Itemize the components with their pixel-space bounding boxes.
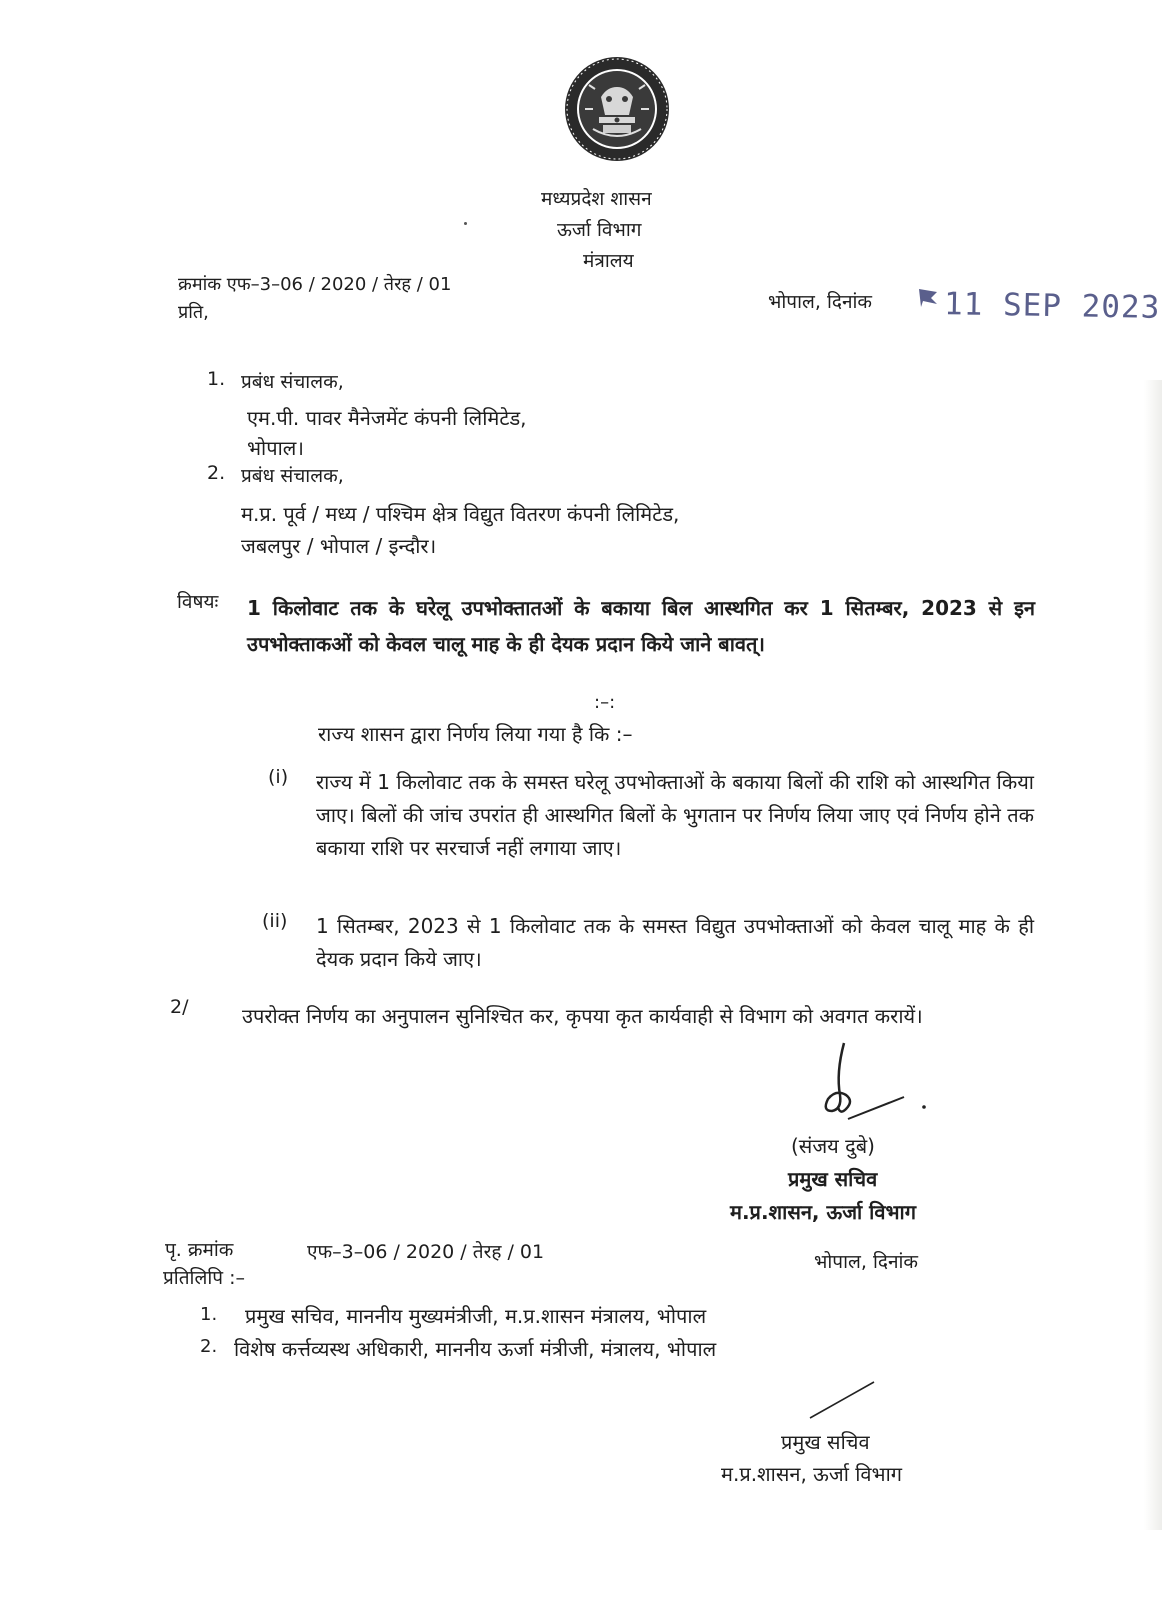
compliance-paragraph: उपरोक्त निर्णय का अनुपालन सुनिश्चित कर, कृपया कृत कार्यवाही से विभाग को अवगत करायें। [242, 1004, 923, 1028]
subject-label: विषयः [177, 591, 219, 613]
copy-department: म.प्र.शासन, ऊर्जा विभाग [721, 1462, 903, 1486]
point-marker: (ii) [262, 910, 288, 932]
copy-ref-label: पृ. क्रमांक [165, 1239, 234, 1261]
copy-item-number: 1. [200, 1304, 218, 1325]
copy-item-number: 2. [200, 1336, 218, 1357]
recipient-organization: म.प्र. पूर्व / मध्य / पश्चिम क्षेत्र विद्युत वितरण कंपनी लिमिटेड, [241, 502, 680, 526]
copy-item-text: प्रमुख सचिव, माननीय मुख्यमंत्रीजी, म.प्र.शासन मंत्रालय, भोपाल [245, 1304, 707, 1328]
recipient-city: भोपाल। [247, 436, 304, 460]
copy-to-label: प्रतिलिपि :– [163, 1267, 246, 1289]
initial-mark [806, 1378, 878, 1422]
point-text: राज्य में 1 किलोवाट तक के समस्त घरेलू उपभोक्ताओं के बकाया बिलों की राशि को आस्थगित किया जाए। बिलों की जांच उपरांत ही आस्थगित बिलों के भुगतान पर निर्णय लिया जाए एवं निर्णय होने तक बकाया राशि पर सरचार्ज नहीं लगाया जाए। [316, 770, 1034, 860]
flag-stamp-icon [917, 287, 939, 309]
place-date-label: भोपाल, दिनांक [768, 291, 873, 313]
date-stamp: 11 SEP 2023 [943, 286, 1161, 326]
addressed-to: प्रति, [178, 302, 209, 323]
signatory-department: म.प्र.शासन, ऊर्जा विभाग [730, 1200, 916, 1224]
recipient-number: 2. [207, 462, 226, 484]
reference-number: क्रमांक एफ–3–06 / 2020 / तेरह / 01 [178, 274, 452, 295]
decision-intro: राज्य शासन द्वारा निर्णय लिया गया है कि :– [318, 722, 633, 746]
header-ministry: मंत्रालय [583, 250, 634, 272]
recipient-number: 1. [207, 368, 226, 390]
signature-mark [808, 1035, 938, 1145]
page-edge-shadow [1144, 380, 1162, 1530]
recipient-title: प्रबंध संचालक, [241, 465, 344, 487]
point-marker: (i) [268, 766, 289, 788]
copy-ref-number: एफ–3–06 / 2020 / तेरह / 01 [307, 1241, 545, 1263]
stray-mark [464, 222, 467, 225]
copy-place-date-label: भोपाल, दिनांक [814, 1251, 919, 1273]
point-text: 1 सितम्बर, 2023 से 1 किलोवाट तक के समस्त विद्युत उपभोक्ताओं को केवल चालू माह के ही देयक प्रदान किये जाए। [316, 914, 1034, 971]
copy-designation: प्रमुख सचिव [781, 1430, 870, 1454]
separator: :–: [594, 692, 616, 713]
signatory-name: (संजय दुबे) [791, 1134, 875, 1158]
copy-item-text: विशेष कर्त्तव्यस्थ अधिकारी, माननीय ऊर्जा मंत्रीजी, मंत्रालय, भोपाल [234, 1337, 717, 1361]
header-government: मध्यप्रदेश शासन [541, 188, 652, 210]
recipient-organization: एम.पी. पावर मैनेजमेंट कंपनी लिमिटेड, [247, 406, 527, 430]
paragraph-number: 2/ [170, 996, 189, 1018]
signatory-designation: प्रमुख सचिव [788, 1167, 878, 1191]
recipient-city: जबलपुर / भोपाल / इन्दौर। [241, 534, 437, 558]
recipient-title: प्रबंध संचालक, [241, 371, 344, 393]
header-department: ऊर्जा विभाग [557, 219, 642, 241]
subject-text: 1 किलोवाट तक के घरेलू उपभोक्तातओं के बकाया बिल आस्थगित कर 1 सितम्बर, 2023 से इन उपभोक्ताकओं को केवल चालू माह के ही देयक प्रदान किये जाने बावत्। [247, 596, 1035, 656]
state-emblem-icon [563, 55, 671, 163]
